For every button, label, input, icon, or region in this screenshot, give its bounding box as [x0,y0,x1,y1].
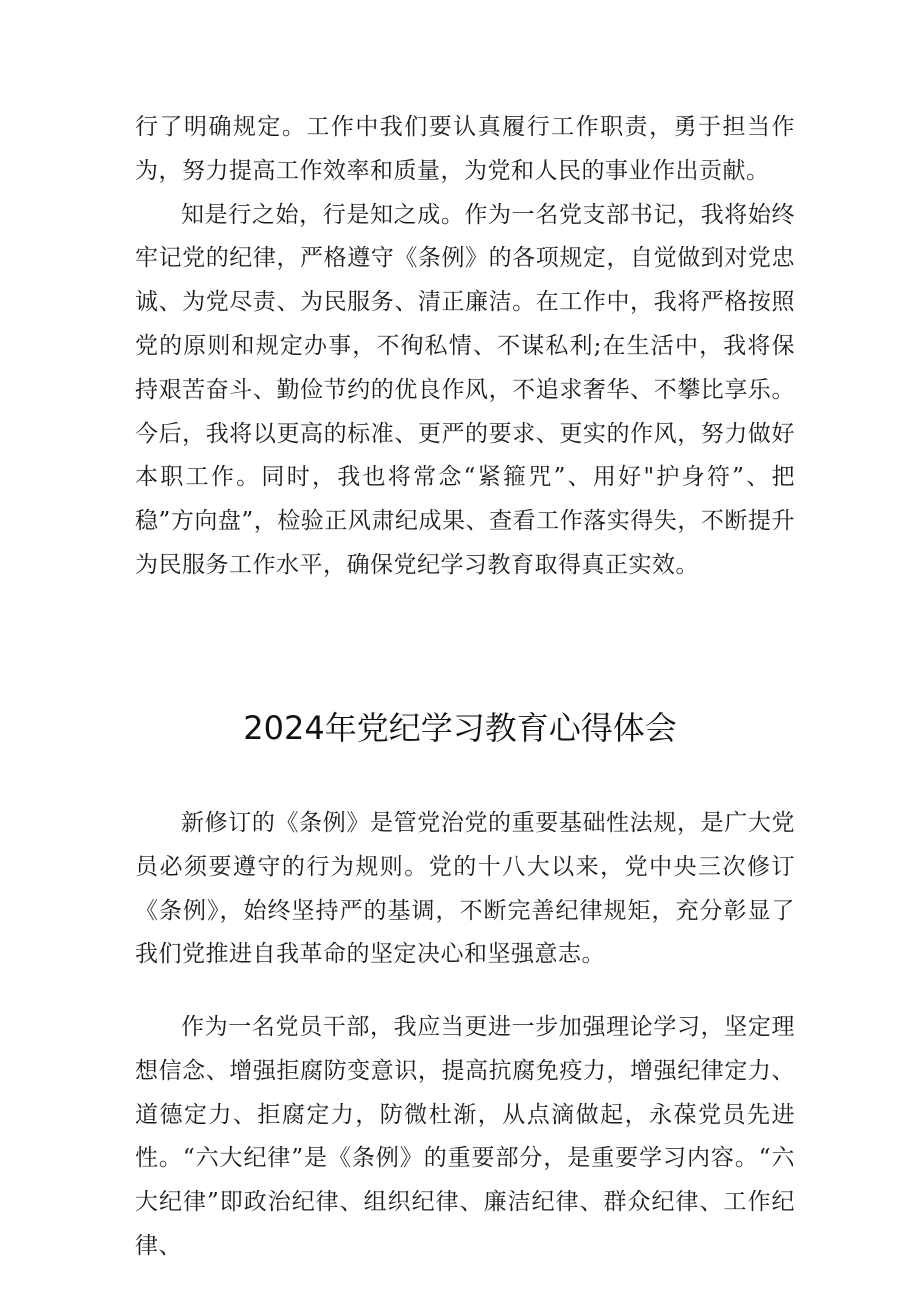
article-body-part1 [135,802,795,977]
paragraph-party-secretary: 知是行之始，行是知之成。作为一名党支部书记，我将始终牢记党的纪律，严格遵守《条例》的各项规定，自觉做到对党忠诚、为党尽责、为民服务、清正廉洁。在工作中，我将严格按照党的原则和规定办事，不徇私情、不谋私利;在生活中，我将保持艰苦奋斗、勤俭节约的优良作风，不追求奢华、不攀比享乐。今后，我将以更高的标准、更严的要求、更实的作风，努力做好本职工作。同时，我也将常念“紧箍咒”、用好"护身符”、把稳”方向盘”，检验正风肃纪成果、查看工作落实得失，不断提升为民服务工作水平，确保党纪学习教育取得真正实效。 [135,201,795,578]
article-body-part2 [135,1006,795,1269]
article-title: 2024年党纪学习教育心得体会 [243,709,677,747]
paragraph-regulations-intro: 新修订的《条例》是管党治党的重要基础性法规，是广大党员必须要遵守的行为规则。党的十八大以来，党中央三次修订《条例》，始终坚持严的基调，不断完善纪律规矩，充分彰显了我们党推进自我革命的坚定决心和坚强意志。 [135,810,795,968]
paragraph-party-member-duty: 作为一名党员干部，我应当更进一步加强理论学习，坚定理想信念、增强拒腐防变意识，提高抗腐免疫力，增强纪律定力、道德定力、拒腐定力，防微杜渐，从点滴做起，永葆党员先进性。“六大纪律”是《条例》的重要部分，是重要学习内容。“六大纪律”即政治纪律、组织纪律、廉洁纪律、群众纪律、工作纪律、 [135,1014,795,1259]
paragraph-continuation: 行了明确规定。工作中我们要认真履行工作职责，勇于担当作为，努力提高工作效率和质量，为党和人民的事业作出贡献。 [135,114,795,184]
previous-section-text [135,106,795,588]
